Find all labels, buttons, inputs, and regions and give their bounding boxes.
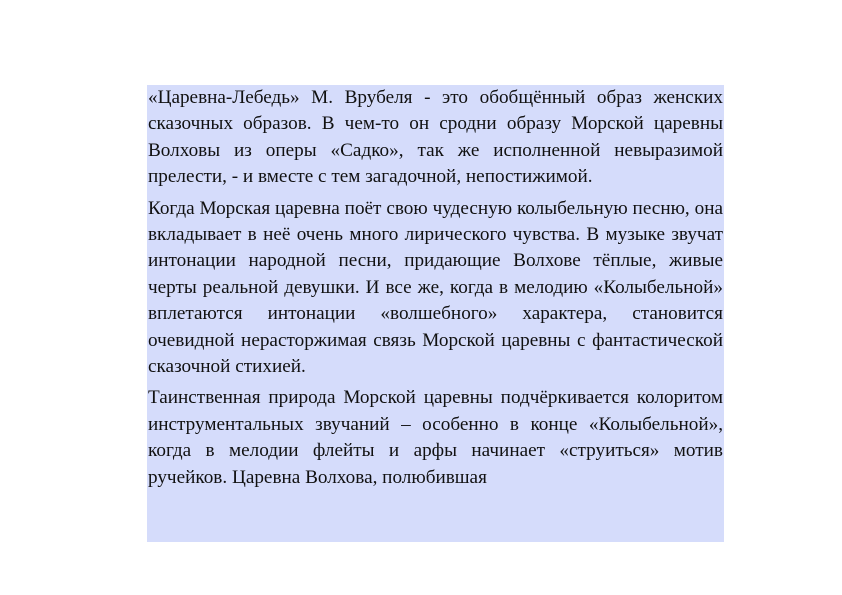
paragraph-2: Когда Морская царевна поёт свою чудесную колыбельную песню, она вкладывает в неё очень много лирического чувства. В музыке звучат интонации народной песни, придающие Волхове тёплые, живые черты реальной девушки. И все же, когда в мелодию «Колыбельной» вплетаются интонации «волшебного» характера, становится очевидной нерасторжимая связь Морской царевны с фантастической сказочной стихией.	[148, 197, 723, 378]
paragraph-3: Таинственная природа Морской царевны подчёркивается колоритом инструментальных звучаний – особенно в конце «Колыбельной», когда в мелодии флейты и арфы начинает «струиться» мотив ручейков. Царевна Волхова, полюбившая	[148, 387, 723, 488]
highlighted-text-block	[147, 85, 724, 542]
paragraph-1: «Царевна-Лебедь» М. Врубеля - это обобщённый образ женских сказочных образов. В чем-то он сродни образу Морской царевны Волховы из оперы «Садко», так же исполненной невыразимой прелести, - и вместе с тем загадочной, непостижимой.	[148, 87, 723, 188]
